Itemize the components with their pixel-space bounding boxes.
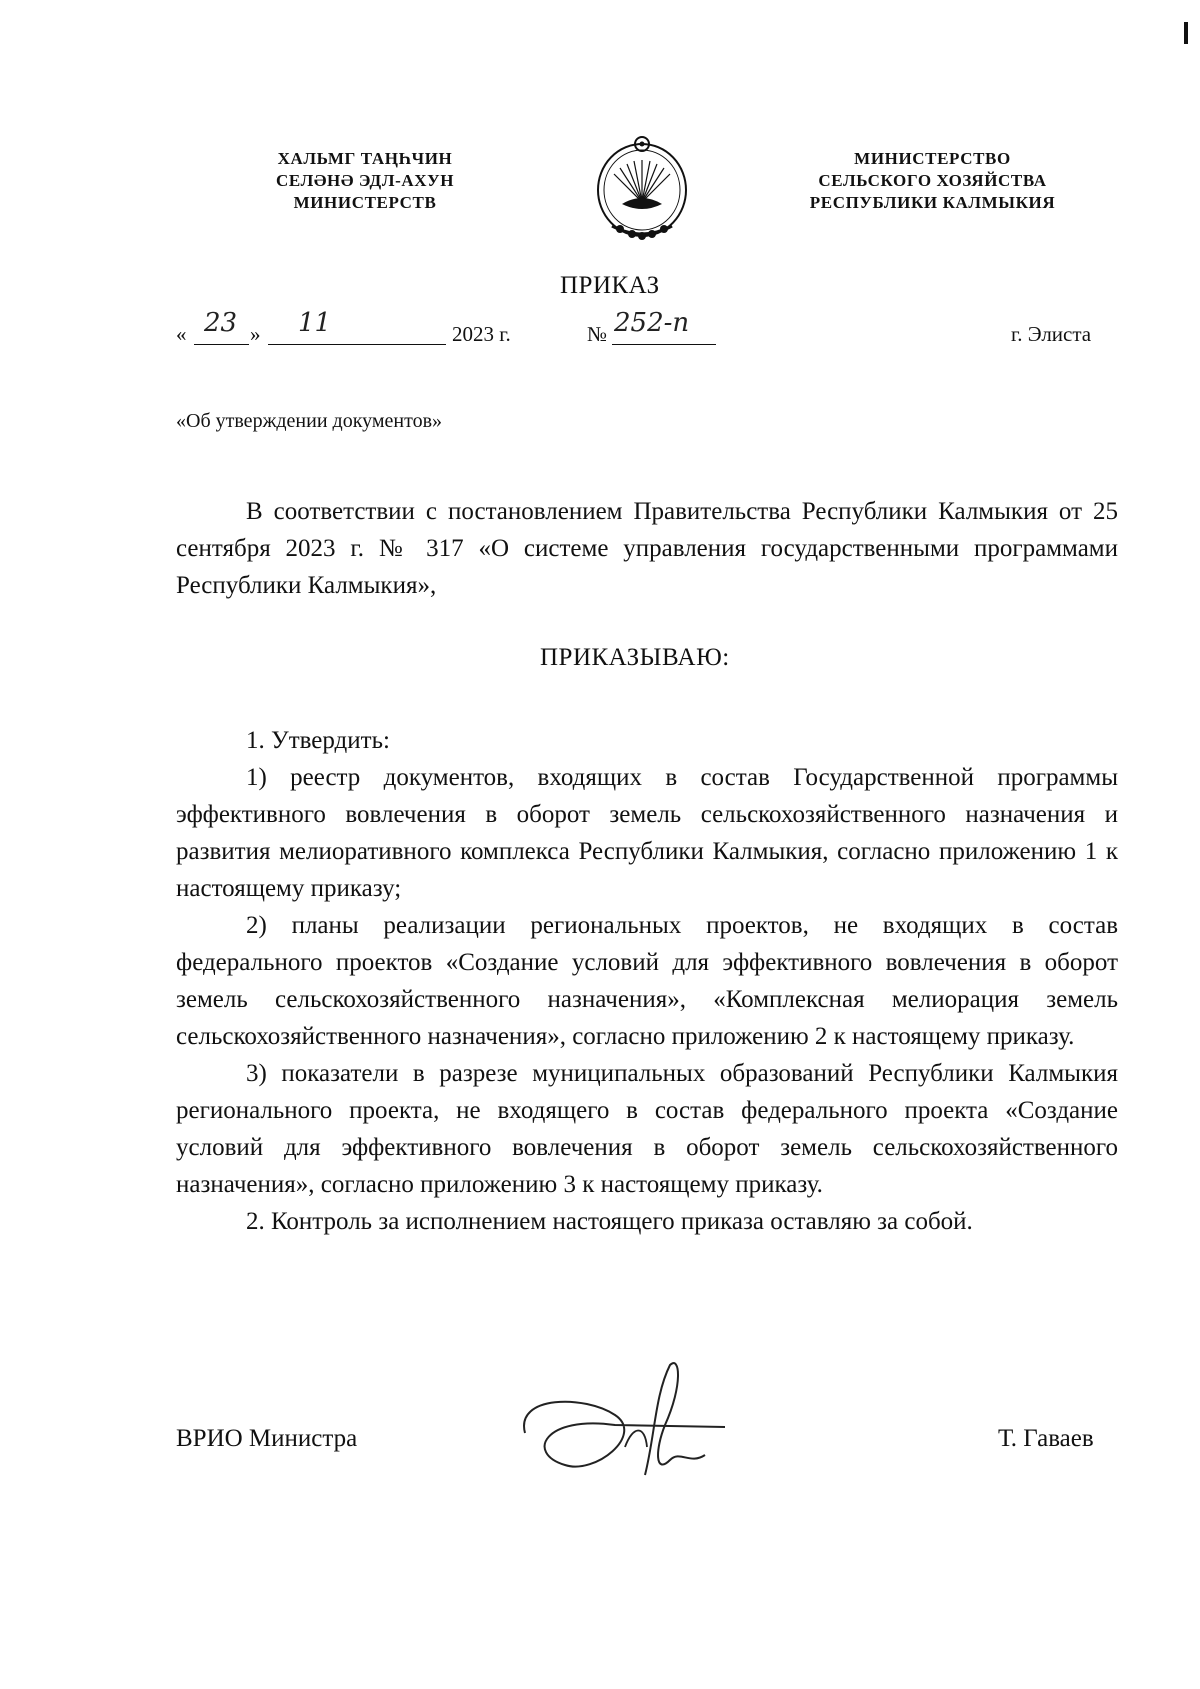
date-month-field (268, 308, 446, 345)
number-sign: № (587, 322, 608, 346)
city: г. Элиста (1011, 322, 1092, 346)
sub-item-1: 1) реестр документов, входящих в состав Государственной программы эффективного вовлечения в оборот земель сельскохозяйственного назначения и развития мелиоративного комплекса Республики Калмыкия, согласно приложению 1 к настоящему приказу; (176, 764, 1118, 902)
order-number-handwritten: 252-п (614, 308, 690, 338)
signatory-name: Т. Гаваев (998, 1425, 1094, 1452)
date-day-field (194, 308, 249, 345)
sub-item-3: 3) показатели в разрезе муниципальных образований Республики Калмыкия регионального проекта, не входящего в состав федерального проекта «Создание условий для эффективного вовлечения в оборот земель сельскохозяйственного назначения», согласно приложению 3 к настоящему приказу. (176, 1060, 1118, 1198)
header-right-line: МИНИСТЕРСТВО (854, 149, 1011, 168)
header-left-line: СЕЛӘНӘ ЭДЛ-АХУН (275, 171, 455, 190)
header-right-line: СЕЛЬСКОГО ХОЗЯЙСТВА (818, 171, 1047, 190)
date-year: 2023 г. (452, 322, 511, 346)
scan-edge-mark (1184, 22, 1188, 44)
item-1: 1. Утвердить: (246, 727, 390, 754)
order-subject: «Об утверждении документов» (176, 410, 443, 432)
header-left-line: МИНИСТЕРСТВ (293, 193, 437, 212)
preamble-paragraph: В соответствии с постановлением Правительства Республики Калмыкия от 25 сентября 2023 г. № 317 «О системе управления государственными программами Республики Калмыкия», (176, 498, 1118, 599)
date-month-handwritten: 11 (298, 308, 332, 338)
header-kalmyk-ministry (205, 148, 525, 214)
kalmykia-coat-of-arms-icon (590, 130, 694, 244)
handwritten-signature-icon (505, 1355, 735, 1495)
document-title: ПРИКАЗ (560, 272, 660, 299)
date-quote-close: » (250, 322, 261, 346)
decree-heading: ПРИКАЗЫВАЮ: (540, 644, 730, 671)
header-ministry-of-agriculture (760, 148, 1105, 214)
date-day-handwritten: 23 (204, 308, 238, 338)
item-2: 2. Контроль за исполнением настоящего приказа оставляю за собой. (246, 1208, 973, 1235)
signatory-title: ВРИО Министра (176, 1425, 358, 1452)
header-left-line: ХАЛЬМГ ТАҢҺЧИН (277, 149, 453, 168)
sub-item-2: 2) планы реализации региональных проектов, не входящих в состав федерального проектов «Создание условий для эффективного вовлечения в оборот земель сельскохозяйственного назначения», «Комплексная мелиорация земель сельскохозяйственного назначения», согласно приложению 2 к настоящему приказу. (176, 912, 1118, 1050)
header-right-line: РЕСПУБЛИКИ КАЛМЫКИЯ (809, 193, 1056, 212)
date-quote-open: « (176, 322, 187, 346)
order-number-field (612, 308, 716, 345)
items-list (176, 759, 1118, 1240)
